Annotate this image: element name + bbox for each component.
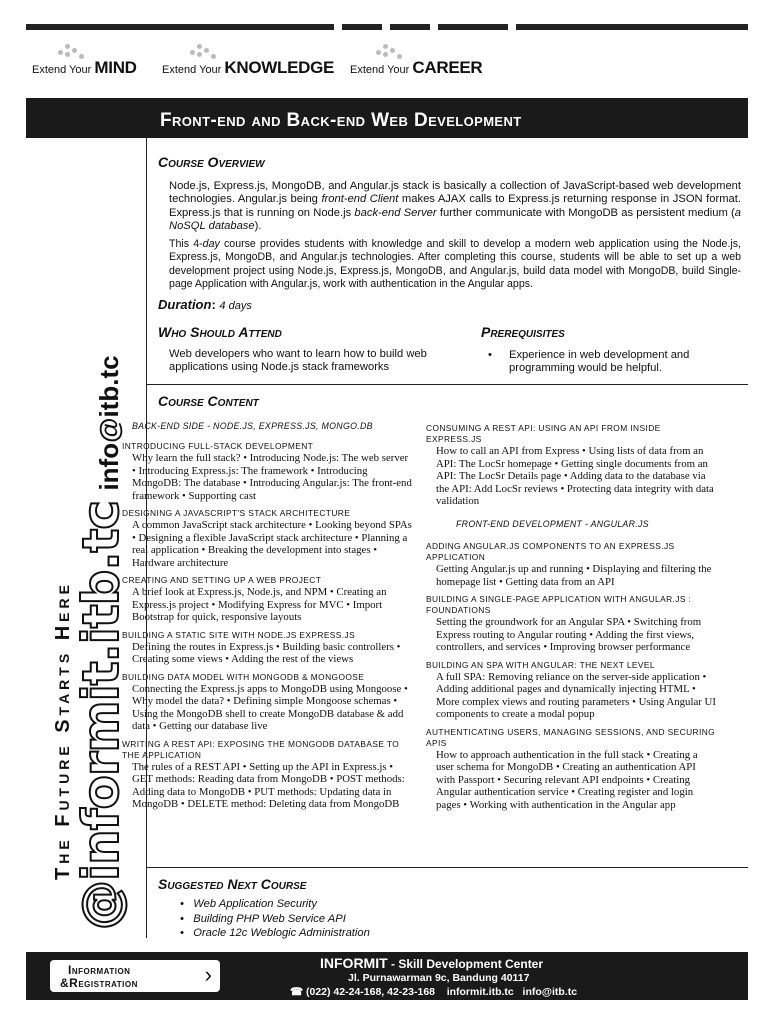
- overview-paragraph-1: Node.js, Express.js, MongoDB, and Angular.js stack is basically a collection of JavaScript-based web development technologies. Angular.js being front-end Client makes AJAX calls to Express.js returning response in JSON format. Express.js that is running on Node.js back-end Server further communicate with MongoDB as persistent medium (a NoSQL database).: [169, 180, 741, 232]
- tagline-career: Extend Your CAREER: [350, 58, 483, 77]
- slogan: The Future Starts Here: [52, 581, 74, 880]
- registration-badge: [50, 960, 220, 992]
- footer-email[interactable]: info@itb.tc: [522, 986, 578, 998]
- top-bar-4: [438, 24, 508, 30]
- content-section: DESIGNING A JAVASCRIPT'S STACK ARCHITECTURE A common JavaScript stack architecture • Looking beyond SPAs • Designing a flexible JavaScript stack architecture • Planning a real application • Breaking the development into stages • Hardware architecture: [122, 508, 412, 569]
- sidebar-email: info@itb.tc: [94, 355, 124, 491]
- content-section: AUTHENTICATING USERS, MANAGING SESSIONS, AND SECURING APIS How to approach authentication in the full stack • Creating a user schema for MongoDB • Creating an authentication API with Passport • Securing relevant API endpoints • Creating Angular authentication service • Creating register and login pages • Working with authentication in the Angular app: [426, 726, 716, 811]
- right-subhead: FRONT-END DEVELOPMENT - ANGULAR.JS: [456, 519, 649, 529]
- content-section: BUILDING A SINGLE-PAGE APPLICATION WITH ANGULAR.JS : FOUNDATIONS Setting the groundwork for an Angular SPA • Switching from Express routing to Angular routing • Adding the first views, controllers, and services • Improving browser performance: [426, 594, 702, 653]
- footer-web[interactable]: informit.itb.tc: [446, 986, 514, 998]
- content-right-column-top: [426, 423, 716, 508]
- content-section: BUILDING AN SPA WITH ANGULAR: THE NEXT LEVEL A full SPA: Removing reliance on the server-side application • Adding additional pages and dynamically injecting HTML • More complex views and routing parameters • Using Angular UI components to create a modal popup: [426, 659, 716, 720]
- tagline-mind: Extend Your MIND: [32, 58, 137, 77]
- content-section: BUILDING A STATIC SITE WITH NODE.JS EXPRESS.JS Defining the routes in Express.js • Building basic controllers • Creating some views • Adding the rest of the views: [122, 629, 401, 665]
- next-course-list: [180, 897, 370, 941]
- bullet-icon: •: [180, 898, 184, 910]
- content-section: ADDING ANGULAR.JS COMPONENTS TO AN EXPRESS.JS APPLICATION Getting Angular.js up and running • Displaying and filtering the homepage list • Getting data from an API: [426, 541, 712, 588]
- content-section: BUILDING DATA MODEL WITH MONGODB & MONGOOSE Connecting the Express.js apps to MongoDB using Mongoose • Why model the data? • Defining simple Mongoose schemas • Using the MongoDB shell to create MongoDB database & add data • Getting our database live: [122, 671, 408, 732]
- footer-contact: [290, 986, 577, 998]
- content-section: WRITING A REST API: EXPOSING THE MONGODB DATABASE TO THE APPLICATION The rules of a REST API • Setting up the API in Express.js • GET methods: Reading data from MongoDB • POST methods: Adding data to MongoDB • PUT methods: Updating data in MongoDB • DELETE method: Deleting data from MongoDB: [122, 738, 405, 810]
- list-item: • Building PHP Web Service API: [180, 912, 346, 925]
- footer-org: INFORMIT - Skill Development Center: [320, 955, 544, 971]
- top-bar-5: [516, 24, 748, 30]
- content-section: CONSUMING A REST API: USING AN API FROM INSIDE EXPRESS.JS How to call an API from Express • Using lists of data from an API: The LocSr homepage • Getting single documents from an API: The LocSr Details page • Adding data to the database via the API: Add LocSr reviews • Protecting data integrity with data validation: [426, 423, 714, 507]
- arrow-icon: ›: [204, 962, 212, 987]
- page-title: Front-end and Back-end Web Development: [160, 110, 522, 131]
- left-subhead: BACK-END SIDE - NODE.JS, EXPRESS.JS, MONGO.DB: [132, 421, 373, 431]
- top-bar-1: [26, 24, 334, 30]
- content-right-column: [426, 541, 716, 811]
- overview-paragraph-2: This 4-day course provides students with knowledge and skill to develop a modern web application using the Node.js, Express.js, MongoDB, and Angular.js technologies. After completing this course, students will be able to set up a web development project using Node.js, Express.js, MongoDB, and Angular.js, build data model with MongoDB, build Single-page Application with Angular.js, work with authentication in the Angular apps.: [169, 238, 741, 290]
- content-divider: [146, 384, 748, 385]
- next-divider: [146, 867, 748, 868]
- content-section: CREATING AND SETTING UP A WEB PROJECT A brief look at Express.js, Node.js, and NPM • Creating an Express.js project • Modifying Express for MVC • Import Bootstrap for quick, responsive layouts: [122, 575, 387, 623]
- content-section: INTRODUCING FULL-STACK DEVELOPMENT Why learn the full stack? • Introducing Node.js: The web server • Introducing Express.js: The framework • Introducing MongoDB: The database • Introducing Angular.js: The front-end framework • Supporting cast: [122, 441, 412, 502]
- site-url: @informit.itb.tc: [72, 501, 130, 930]
- bullet-icon: •: [488, 349, 492, 361]
- prereq-heading: Prerequisites: [481, 324, 565, 340]
- badge-line-2: &Registration: [60, 976, 138, 990]
- list-item: • Web Application Security: [180, 898, 317, 910]
- content-heading: Course Content: [158, 393, 259, 409]
- footer-phone: ☎ (022) 42-24-168, 42-23-168: [290, 986, 436, 998]
- list-item: • Oracle 12c Weblogic Administration: [180, 927, 370, 939]
- footer-address: Jl. Purnawarman 9c, Bandung 40117: [348, 972, 530, 984]
- audience-heading: Who Should Attend: [158, 324, 282, 340]
- content-left-column: [122, 441, 412, 811]
- top-bar-2: [342, 24, 382, 30]
- top-bar-3: [390, 24, 430, 30]
- next-heading: Suggested Next Course: [158, 876, 307, 892]
- tagline-knowledge: Extend Your KNOWLEDGE: [162, 58, 335, 77]
- audience-text: Web developers who want to learn how to build web applications using Node.js stack frameworks: [169, 348, 427, 374]
- duration: Duration: 4 days: [158, 297, 252, 312]
- badge-line-1: Information: [68, 963, 131, 977]
- overview-heading: Course Overview: [158, 154, 265, 170]
- bullet-icon: •: [180, 912, 184, 925]
- prereq-item: • Experience in web development and programming would be helpful.: [488, 349, 690, 375]
- bullet-icon: •: [180, 927, 184, 939]
